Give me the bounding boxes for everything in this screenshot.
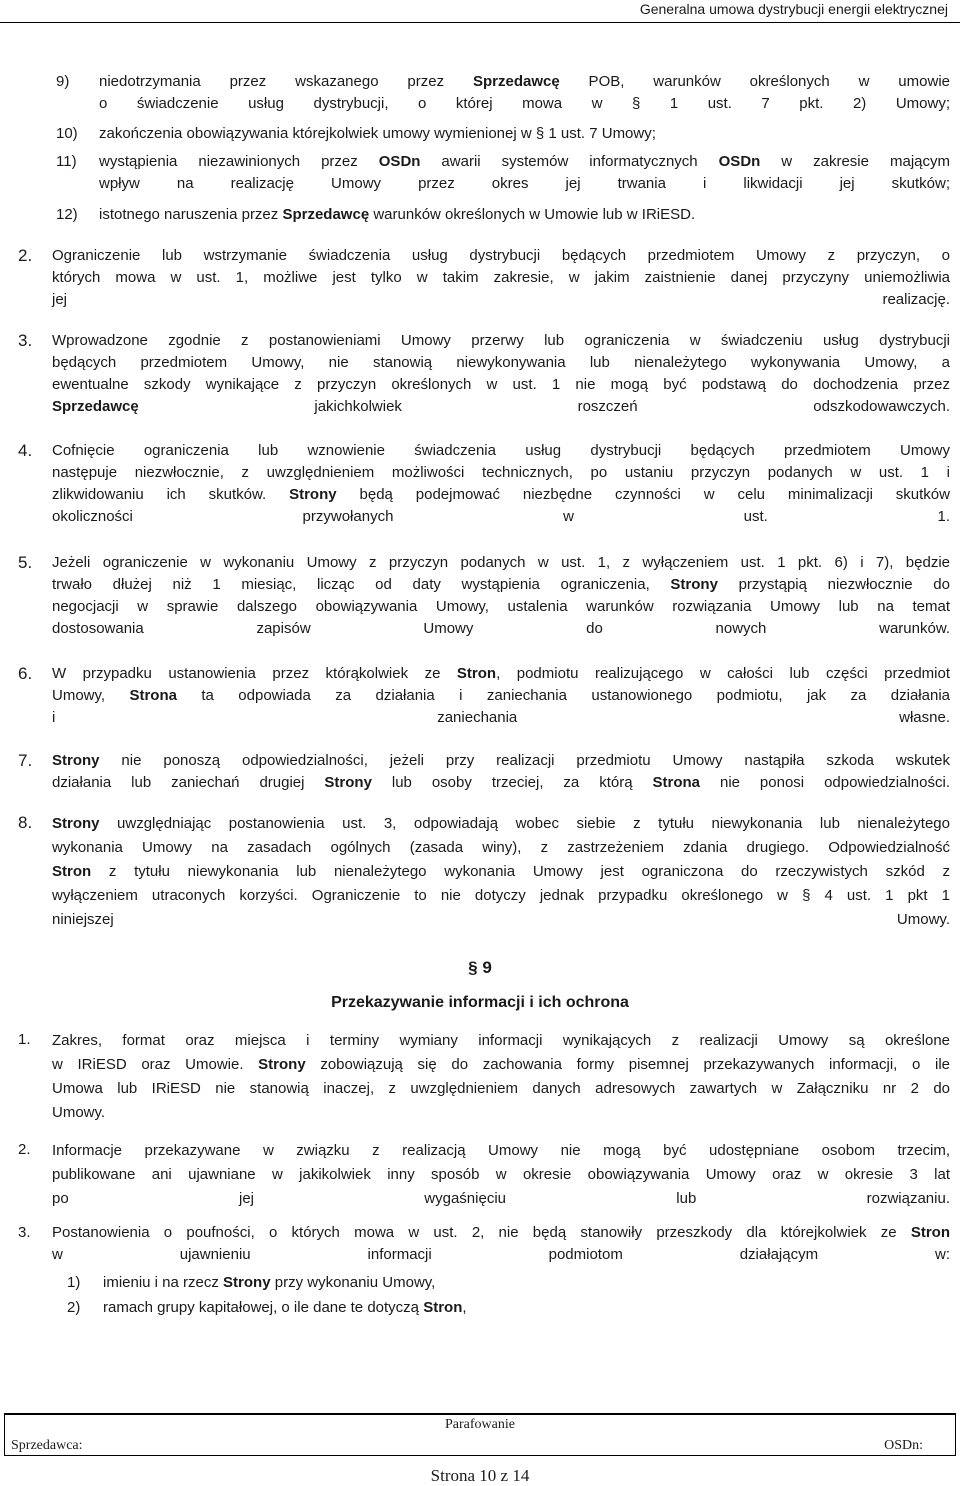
- text-line: Informacje przekazywane w związku z realizacją Umowy nie mogą być udostępniane osobom trzecim,: [52, 1142, 950, 1159]
- item-text: [103, 1297, 950, 1319]
- text-line: ewentualne szkody wynikające z przyczyn określonych w ust. 1 nie mogą być podstawą do dochodzenia przez: [52, 376, 950, 393]
- item-text: [52, 812, 950, 932]
- item-number: 12): [56, 206, 78, 223]
- item-text: [52, 750, 950, 794]
- item-number: 10): [56, 125, 78, 142]
- text-line: następuje niezwłocznie, z uwzględnieniem możliwości technicznych, po ustaniu przyczyn podanych w ust. 1 i: [52, 464, 950, 481]
- text-line: dostosowania zapisów Umowy do nowych warunków.: [52, 620, 950, 637]
- osdn-initials-label: OSDn:: [884, 1438, 923, 1453]
- text-line: niniejszej Umowy.: [52, 911, 950, 928]
- item-text: [52, 440, 950, 528]
- item-number: 1.: [18, 1031, 31, 1048]
- text-line: Sprzedawcę jakichkolwiek roszczeń odszkodowawczych.: [52, 398, 950, 415]
- item-text: [99, 151, 950, 195]
- text-line: Zakres, format oraz miejsca i terminy wymiany informacji wynikających z realizacji Umowy są określone: [52, 1032, 950, 1049]
- text-line: w ujawnieniu informacji podmiotom działającym w:: [52, 1246, 950, 1263]
- text-line: Wprowadzone zgodnie z postanowieniami Umowy przerwy lub ograniczenia w świadczeniu usług dystrybucji: [52, 332, 950, 349]
- text-line: okoliczności przywołanych w ust. 1.: [52, 508, 950, 525]
- text-line: istotnego naruszenia przez Sprzedawcę warunków określonych w Umowie lub w IRiESD.: [99, 206, 696, 223]
- item-number: 8.: [18, 813, 33, 832]
- item-text: [52, 1222, 950, 1266]
- divider: [4, 1413, 344, 1415]
- page-number: Strona 10 z 14: [430, 1466, 530, 1485]
- item-number: 4.: [18, 441, 33, 460]
- text-line: Postanowienia o poufności, o których mowa w ust. 2, nie będą stanowiły przeszkody dla którejkolwiek ze Stron: [52, 1224, 950, 1241]
- item-text: [52, 1139, 950, 1211]
- text-line: imieniu i na rzecz Strony przy wykonaniu Umowy,: [103, 1274, 436, 1291]
- text-line: o świadczenie usług dystrybucji, o której mowa w § 1 ust. 7 pkt. 2) Umowy;: [99, 95, 950, 112]
- item-text: [103, 1272, 950, 1294]
- text-line: Ograniczenie lub wstrzymanie świadczenia usług dystrybucji będących przedmiotem Umowy z przyczyn, o: [52, 247, 950, 264]
- text-line: i zaniechania własne.: [52, 709, 950, 726]
- initials-label: Parafowanie: [445, 1417, 515, 1432]
- item-text: [52, 1029, 950, 1125]
- text-line: publikowane ani ujawniane w jakikolwiek inny sposób w okresie obowiązywania Umowy oraz w okresie 3 lat: [52, 1166, 950, 1183]
- text-line: Strony nie ponoszą odpowiedzialności, jeżeli przy realizacji przedmiotu Umowy nastąpiła szkoda wskutek: [52, 752, 950, 769]
- text-line: negocjacji w sprawie dalszego obowiązywania Umowy, ustalenia warunków rozwiązania Umowy lub na temat: [52, 598, 950, 615]
- text-line: trwało dłużej niż 1 miesiąc, licząc od daty wystąpienia ograniczenia, Strony przystąpią niezwłocznie do: [52, 576, 950, 593]
- text-line: po jej wygaśnięciu lub rozwiązaniu.: [52, 1190, 950, 1207]
- text-line: Jeżeli ograniczenie w wykonaniu Umowy z przyczyn podanych w ust. 1, z wyłączeniem ust. 1 pkt. 6) i 7), będzie: [52, 554, 950, 571]
- header-title: Generalna umowa dystrybucji energii elektrycznej: [639, 1, 948, 17]
- text-line: wykonania Umowy na zasadach ogólnych (zasada winy), z zastrzeżeniem zdania drugiego. Odpowiedzialność: [52, 839, 950, 856]
- text-line: działania lub zaniechań drugiej Strony lub osoby trzeciej, za którą Strona nie ponosi odpowiedzialności.: [52, 774, 950, 791]
- text-line: zlikwidowaniu ich skutków. Strony będą podejmować niezbędne czynności w celu minimalizacji skutków: [52, 486, 950, 503]
- text-line: Strony uwzględniając postanowienia ust. 3, odpowiadają wobec siebie z tytułu niewykonania lub nienależytego: [52, 815, 950, 832]
- text-line: ramach grupy kapitałowej, o ile dane te dotyczą Stron,: [103, 1299, 467, 1316]
- item-number: 3.: [18, 1224, 31, 1241]
- text-line: wyłączeniem utraconych korzyści. Ograniczenie to nie dotyczy jednak przypadku określonego w § 4 ust. 1 pkt 1: [52, 887, 950, 904]
- item-text: [99, 123, 950, 145]
- text-line: w IRiESD oraz Umowie. Strony zobowiązują się do zachowania formy pisemnej przekazywanych informacji, o ile: [52, 1056, 951, 1073]
- text-line: wystąpienia niezawinionych przez OSDn awarii systemów informatycznych OSDn w zakresie mającym: [99, 153, 950, 170]
- section-title: Przekazywanie informacji i ich ochrona: [331, 994, 629, 1011]
- item-text: [52, 663, 950, 729]
- item-number: 1): [67, 1274, 81, 1291]
- page-header: [0, 0, 960, 23]
- text-line: będących przedmiotem Umowy, nie stanowią niewykonywania lub nienależytego wykonywania Umowy, a: [52, 354, 950, 371]
- initials-box: [4, 1413, 956, 1456]
- section-number: § 9: [468, 958, 492, 977]
- text-line: Umowy, Strona ta odpowiada za działania i zaniechania ustanowionego podmiotu, jak za działania: [52, 687, 950, 704]
- item-text: [52, 330, 950, 418]
- item-number: 2.: [18, 246, 33, 265]
- text-line: Cofnięcie ograniczenia lub wznowienie świadczenia usług dystrybucji będących przedmiotem Umowy: [52, 442, 950, 459]
- text-line: jej realizację.: [52, 291, 950, 308]
- text-line: W przypadku ustanowienia przez którąkolwiek ze Stron, podmiotu realizującego w całości lub części przedmiot: [52, 665, 951, 682]
- text-line: Umowa lub IRiESD nie stanowią inaczej, z uwzględnieniem danych adresowych zawartych w Załączniku nr 2 do: [52, 1080, 950, 1097]
- text-line: zakończenia obowiązywania którejkolwiek umowy wymienionej w § 1 ust. 7 Umowy;: [99, 125, 656, 142]
- text-line: Stron z tytułu niewykonania lub nienależytego wykonania Umowy jest ograniczona do rzeczywistych szkód z: [52, 863, 950, 880]
- item-number: 3.: [18, 331, 33, 350]
- item-number: 6.: [18, 664, 33, 683]
- item-number: 2.: [18, 1141, 31, 1158]
- item-text: [52, 552, 950, 640]
- item-number: 2): [67, 1299, 81, 1316]
- text-line: Umowy.: [52, 1104, 106, 1121]
- text-line: niedotrzymania przez wskazanego przez Sprzedawcę POB, warunków określonych w umowie: [99, 73, 950, 90]
- item-number: 7.: [18, 751, 33, 770]
- text-line: wpływ na realizację Umowy przez okres jej trwania i likwidacji jej skutków;: [99, 175, 950, 192]
- item-number: 5.: [18, 553, 33, 572]
- item-text: [99, 71, 950, 115]
- item-text: [99, 204, 950, 226]
- seller-initials-label: Sprzedawca:: [11, 1438, 83, 1453]
- item-number: 11): [56, 153, 77, 170]
- text-line: których mowa w ust. 1, możliwe jest tylko w takim zakresie, w jakim zaistnienie danej przyczyny uniemożliwia: [52, 269, 950, 286]
- item-text: [52, 245, 950, 311]
- item-number: 9): [56, 73, 70, 90]
